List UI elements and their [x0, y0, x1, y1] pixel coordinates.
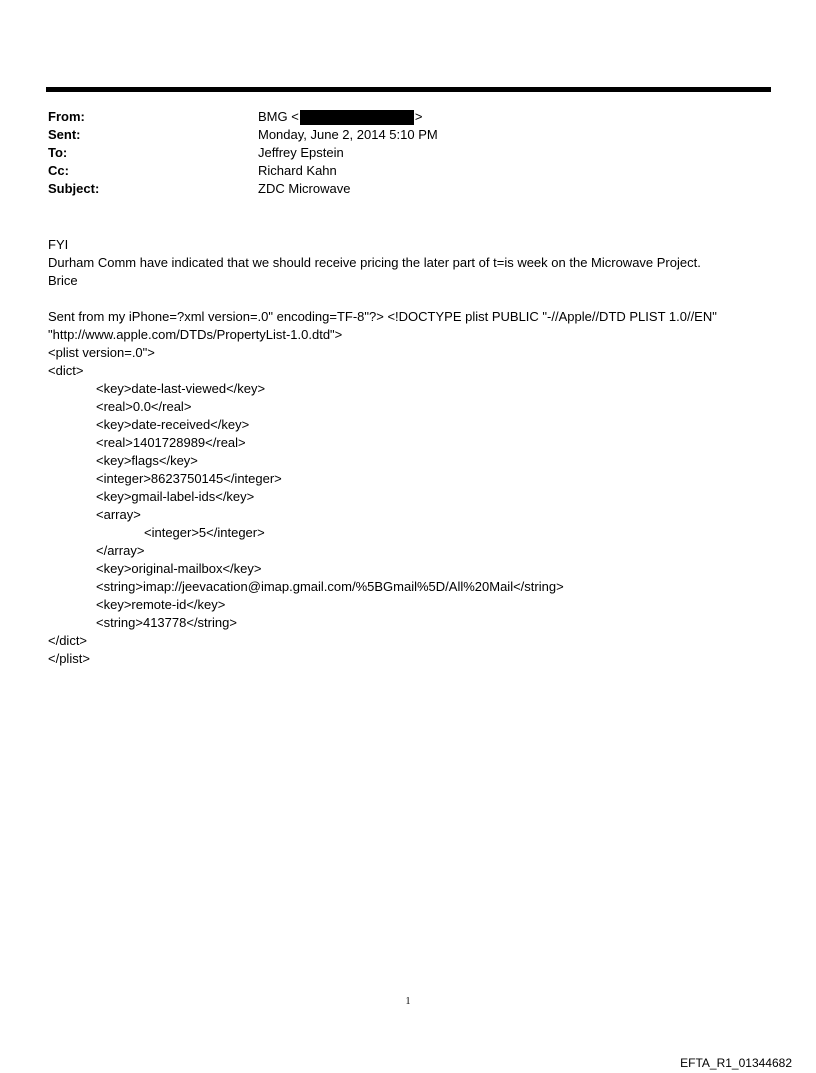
to-row	[48, 144, 438, 162]
body-line: <key>remote-id</key>	[96, 597, 226, 612]
to-label: To:	[48, 145, 68, 160]
body-line: </dict>	[48, 633, 88, 648]
subject-label: Subject:	[48, 181, 100, 196]
body-line: <integer>5</integer>	[144, 525, 265, 540]
redaction-box	[300, 110, 414, 125]
body-line: <key>original-mailbox</key>	[96, 561, 262, 576]
body-line: Durham Comm have indicated that we should receive pricing the later part of t=is week on the Microwave Project.	[48, 255, 701, 270]
body-line: <dict>	[48, 363, 84, 378]
cc-row	[48, 162, 438, 180]
body-line: </array>	[96, 543, 145, 558]
sent-row	[48, 126, 438, 144]
sent-value: Monday, June 2, 2014 5:10 PM	[258, 127, 438, 142]
from-value	[258, 108, 422, 126]
body-line: <plist version=.0">	[48, 345, 155, 360]
sent-label: Sent:	[48, 127, 81, 142]
blank-line	[48, 290, 778, 308]
page-number: 1	[405, 996, 411, 1007]
from-label: From:	[48, 109, 85, 124]
body-line: Brice	[48, 273, 78, 288]
body-line: <key>date-last-viewed</key>	[96, 381, 266, 396]
body-line: <key>gmail-label-ids</key>	[96, 489, 255, 504]
body-line: <key>date-received</key>	[96, 417, 250, 432]
body-line: <string>413778</string>	[96, 615, 237, 630]
from-row	[48, 108, 438, 126]
body-line: FYI	[48, 237, 69, 252]
header-rule	[46, 87, 771, 92]
subject-value: ZDC Microwave	[258, 181, 351, 196]
email-body	[48, 236, 778, 668]
to-value: Jeffrey Epstein	[258, 145, 344, 160]
body-line: </plist>	[48, 651, 90, 666]
body-line: <integer>8623750145</integer>	[96, 471, 282, 486]
email-header	[48, 108, 438, 198]
body-line: <key>flags</key>	[96, 453, 198, 468]
body-line: <string>imap://jeevacation@imap.gmail.com/%5BGmail%5D/All%20Mail</string>	[96, 579, 564, 594]
body-line: "http://www.apple.com/DTDs/PropertyList-1.0.dtd">	[48, 327, 343, 342]
body-line: <array>	[96, 507, 141, 522]
body-line: <real>1401728989</real>	[96, 435, 246, 450]
subject-row	[48, 180, 438, 198]
body-line: <real>0.0</real>	[96, 399, 192, 414]
cc-label: Cc:	[48, 163, 69, 178]
body-line: Sent from my iPhone=?xml version=.0" encoding=TF-8"?> <!DOCTYPE plist PUBLIC "-//Apple//DTD PLIST 1.0//EN"	[48, 309, 717, 324]
cc-value: Richard Kahn	[258, 163, 337, 178]
from-name: BMG <	[258, 109, 299, 124]
bates-number: EFTA_R1_01344682	[680, 1056, 792, 1070]
from-close: >	[414, 109, 423, 124]
